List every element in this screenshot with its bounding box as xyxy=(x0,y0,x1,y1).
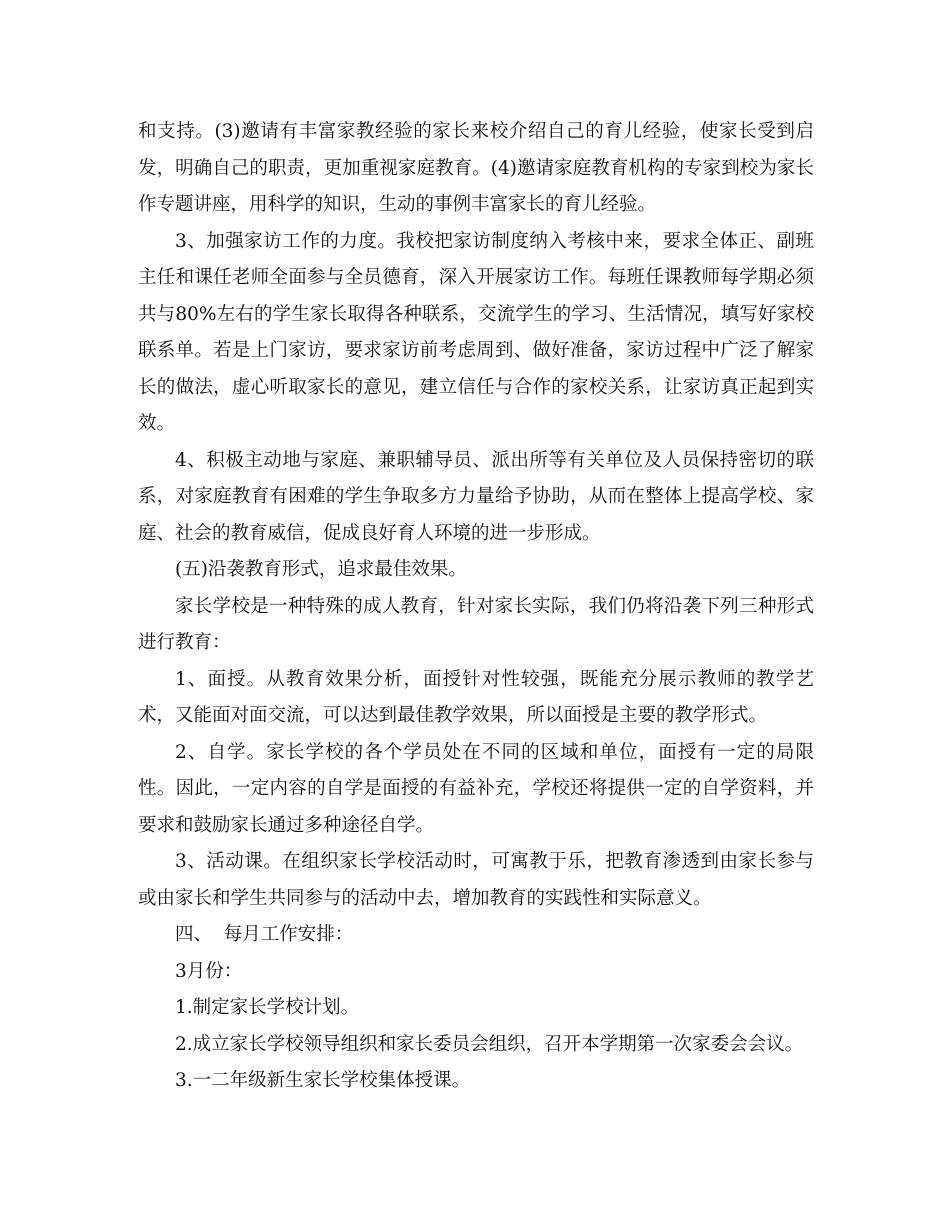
paragraph-activity-class: 3、活动课。在组织家长学校活动时，可寓教于乐，把教育渗透到由家长参与或由家长和学生共同参与的活动中去，增加教育的实践性和实际意义。 xyxy=(138,851,814,909)
list-item-committee: 2.成立家长学校领导组织和家长委员会组织，召开本学期第一次家委会会议。 xyxy=(175,1033,804,1055)
paragraph-forms-intro: 家长学校是一种特殊的成人教育，针对家长实际，我们仍将沿袭下列三种形式进行教育： xyxy=(138,595,814,653)
paragraph-support: 和支持。(3)邀请有丰富家教经验的家长来校介绍自己的育儿经验，使家长受到启发，明确自己的职责，更加重视家庭教育。(4)邀请家庭教育机构的专家到校为家长作专题讲座，用科学的知识，生动的事例丰富家长的育儿经验。 xyxy=(138,121,814,215)
list-item-lecture: 3.一二年级新生家长学校集体授课。 xyxy=(175,1070,471,1091)
list-item-plan: 1.制定家长学校计划。 xyxy=(175,997,360,1018)
paragraph-home-visits: 3、加强家访工作的力度。我校把家访制度纳入考核中来，要求全体正、副班主任和课任老师全面参与全员德育，深入开展家访工作。每班任课教师每学期必须共与80%左右的学生家长取得各种联系，交流学生的学习、生活情况，填写好家校联系单。若是上门家访，要求家访前考虑周到、做好准备，家访过程中广泛了解家长的做法，虚心听取家长的意见，建立信任与合作的家校关系，让家访真正起到实效。 xyxy=(138,230,814,434)
paragraph-contact-units: 4、积极主动地与家庭、兼职辅导员、派出所等有关单位及人员保持密切的联系，对家庭教育有困难的学生争取多方力量给予协助，从而在整体上提高学校、家庭、社会的教育威信，促成良好育人环境的进一步形成。 xyxy=(138,449,814,544)
document-body xyxy=(138,114,814,1100)
section-heading-forms: (五)沿袭教育形式，追求最佳效果。 xyxy=(175,559,467,580)
paragraph-self-study: 2、自学。家长学校的各个学员处在不同的区域和单位，面授有一定的局限性。因此，一定内容的自学是面授的有益补充，学校还将提供一定的自学资料，并要求和鼓励家长通过多种途径自学。 xyxy=(138,741,814,836)
month-heading-march: 3月份： xyxy=(175,960,243,982)
section-heading-monthly: 四、 每月工作安排： xyxy=(175,924,354,945)
paragraph-face-teaching: 1、面授。从教育效果分析，面授针对性较强，既能充分展示教师的教学艺术，又能面对面交流，可以达到最佳教学效果，所以面授是主要的教学形式。 xyxy=(138,668,814,726)
